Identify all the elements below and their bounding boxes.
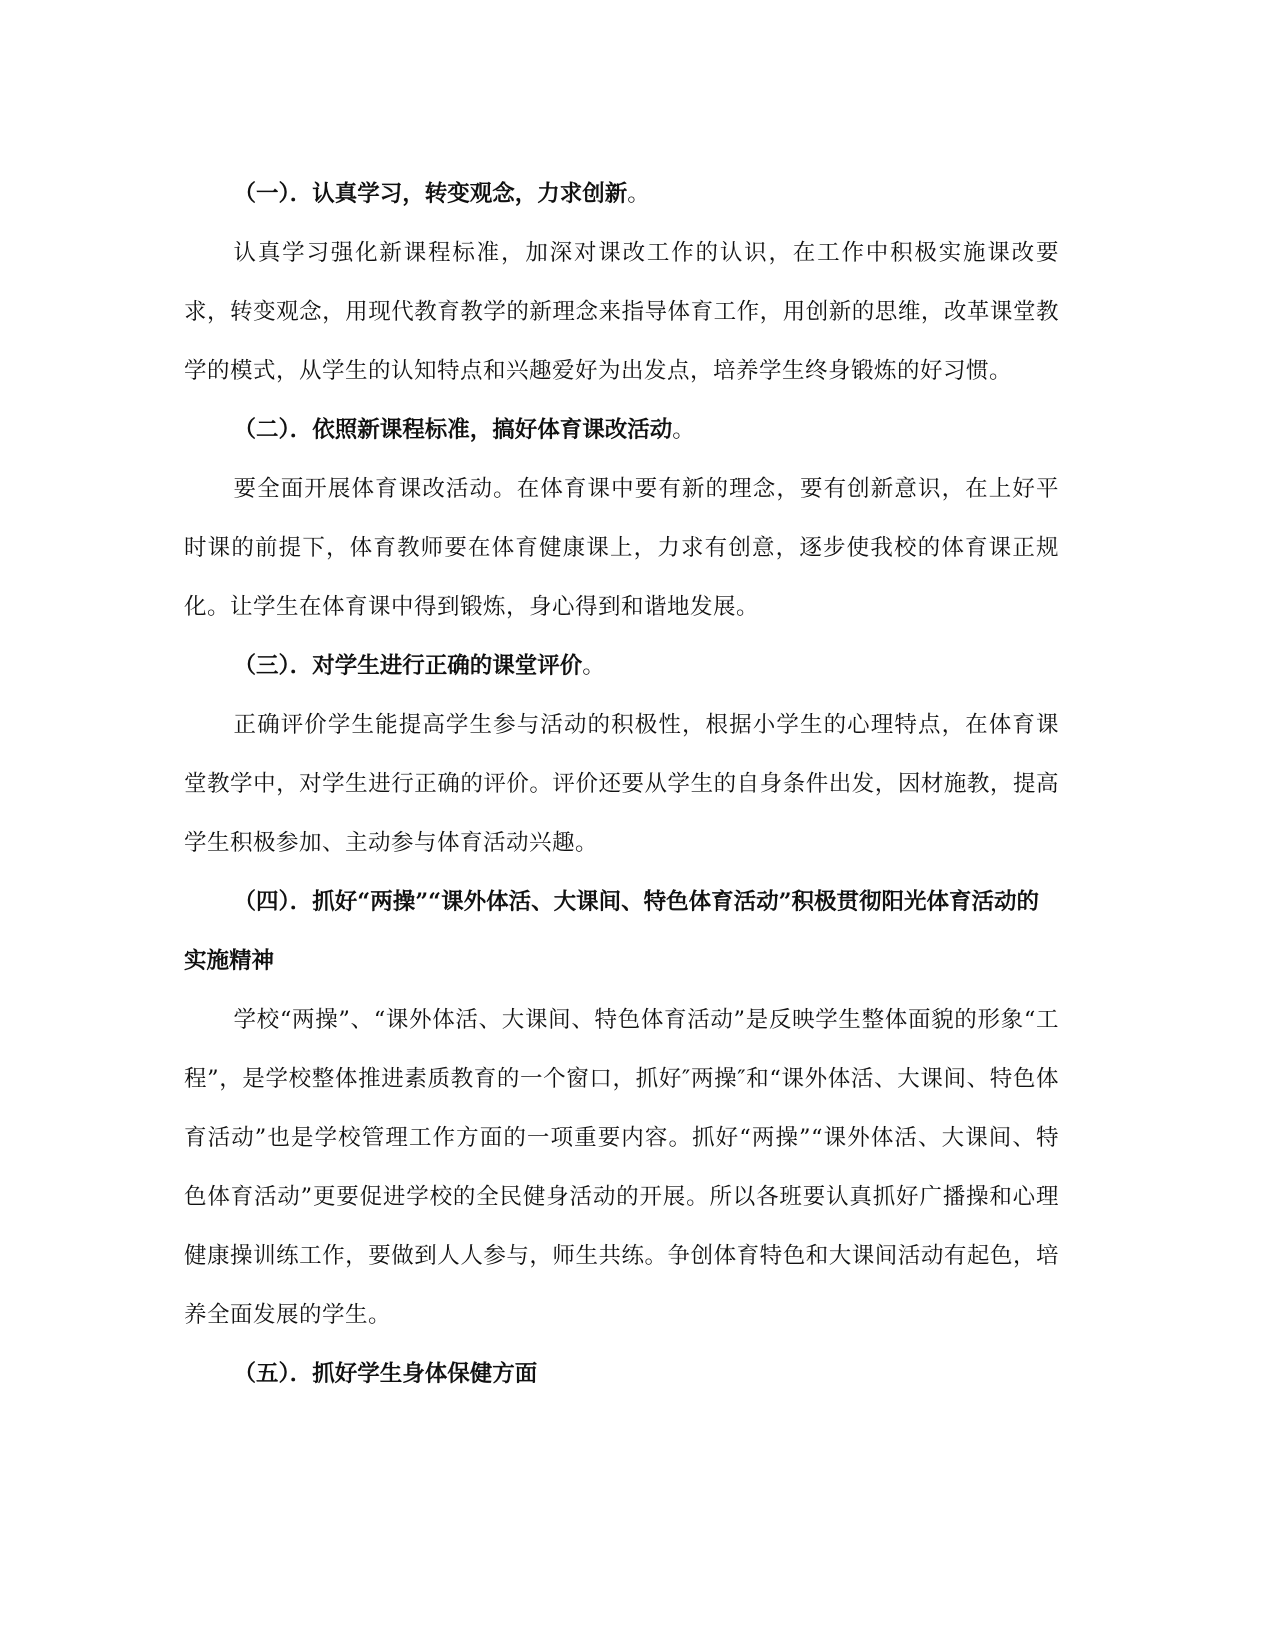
section-2-heading-end: 。: [672, 417, 695, 443]
section-1-body: 认真学习强化新课程标准，加深对课改工作的认识，在工作中积极实施课改要求，转变观念，用现代教育教学的新理念来指导体育工作，用创新的思维，改革课堂教学的模式，从学生的认知特点和兴趣爱好为出发点，培养学生终身锻炼的好习惯。: [184, 240, 1059, 384]
section-2-body: 要全面开展体育课改活动。在体育课中要有新的理念，要有创新意识，在上好平时课的前提下，体育教师要在体育健康课上，力求有创意，逐步使我校的体育课正规化。让学生在体育课中得到锻炼，身心得到和谐地发展。: [184, 476, 1059, 620]
section-4-body: 学校“两操”、“课外体活、大课间、特色体育活动”是反映学生整体面貌的形象“工程”，是学校整体推进素质教育的一个窗口，抓好″两操″和“课外体活、大课间、特色体育活动”也是学校管理工作方面的一项重要内容。抓好“两操”“课外体活、大课间、特色体育活动”更要促进学校的全民健身活动的开展。所以各班要认真抓好广播操和心理健康操训练工作，要做到人人参与，师生共练。争创体育特色和大课间活动有起色，培养全面发展的学生。: [184, 1007, 1059, 1328]
section-3-heading-end: 。: [582, 653, 605, 679]
section-3-heading-text: （三）．对学生进行正确的课堂评价: [233, 653, 583, 679]
section-5-heading-text: （五）．抓好学生身体保健方面: [233, 1361, 538, 1387]
section-4-heading: [184, 873, 1059, 991]
section-2-heading: [184, 401, 1059, 460]
document-page: [184, 165, 1059, 1404]
section-4-heading-text: （四）．抓好“两操”“课外体活、大课间、特色体育活动”积极贯彻阳光体育活动的实施精神: [184, 889, 1040, 974]
section-3-body: 正确评价学生能提高学生参与活动的积极性，根据小学生的心理特点，在体育课堂教学中，对学生进行正确的评价。评价还要从学生的自身条件出发，因材施教，提高学生积极参加、主动参与体育活动兴趣。: [184, 712, 1059, 856]
section-3-heading: [184, 637, 1059, 696]
section-1-heading-text: （一）．认真学习，转变观念，力求创新: [233, 181, 628, 207]
section-5-heading: [184, 1345, 1059, 1404]
section-1-heading-end: 。: [627, 181, 650, 207]
section-2-heading-text: （二）．依照新课程标准，搞好体育课改活动: [233, 417, 673, 443]
section-1-heading: [184, 165, 1059, 224]
